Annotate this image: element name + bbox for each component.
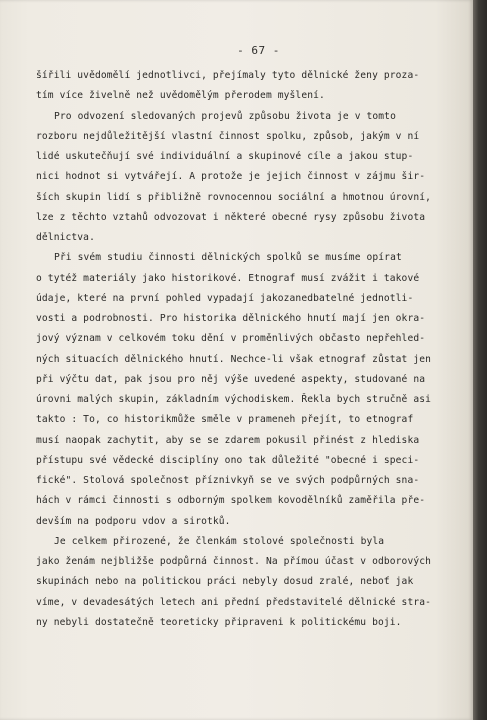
text-line: rozboru nejdůležitější vlastní činnost spolku, způsob, jakým v ní [36, 130, 420, 142]
text-line: skupinách nebo na politickou práci nebyly dosud zralé, neboť jak [36, 576, 414, 588]
text-line: o tytéž materiály jako historikové. Etnograf musí zvážit i takové [36, 272, 420, 284]
text-line: ny nebyli dostatečně teoreticky připraveni k politickému boji. [36, 616, 402, 628]
text-line: šířili uvědomělí jednotlivci, přejímaly tyto dělnické ženy proza- [36, 70, 420, 81]
text-line: ších skupin lidí s přibližně rovnocennou sociální a hmotnou úrovní, [36, 191, 432, 203]
text-line: Při svém studiu činnosti dělnických spolků se musíme opírat [54, 252, 402, 264]
paragraph-4 [36, 532, 436, 633]
text-line: lidé uskutečňují své individuální a skupinové cíle a jakou stup- [36, 151, 414, 162]
text-line: hách v rámci činnosti s odborným spolkem kovodělníků zaměřila pře- [36, 495, 426, 507]
page-number: - 67 - [237, 44, 280, 57]
text-line: devším na podporu vdov a sirotků. [36, 515, 231, 527]
paragraph-1 [36, 66, 436, 107]
text-line: dělnictva. [36, 232, 95, 243]
text-line: přístupu své vědecké disciplíny ono tak důležité "obecné i speci- [36, 454, 420, 466]
text-line: lze z těchto vztahů odvozovat i některé obecné rysy způsobu života [36, 211, 426, 223]
text-line: tím více živelně než uvědomělým přerodem myšlení. [36, 90, 325, 102]
text-line: při výčtu dat, pak jsou pro něj výše uvedené aspekty, studované na [36, 373, 426, 385]
text-line: ných situacích dělnického hnutí. Nechce-li však etnograf zůstat jen [36, 353, 432, 365]
text-line: musí naopak zachytit, aby se se zdarem pokusil přinést z hlediska [36, 434, 420, 446]
text-line: Je celkem přirozené, že členkám stolové společnosti byla [54, 535, 385, 547]
text-line: Pro odvození sledovaných projevů způsobu života je v tomto [54, 110, 396, 122]
text-line: jako ženám nejbližše podpůrná činnost. Na přímou účast v odborových [36, 556, 432, 567]
book-spine [473, 0, 487, 720]
paragraph-3 [36, 248, 436, 532]
body-text [36, 66, 436, 633]
text-line: fické". Stolová společnost příznivkyň se ve svých podpůrných sna- [36, 475, 420, 486]
text-line: takto : To, co historikmůže směle v prameneh přejít, to etnograf [36, 414, 414, 426]
text-line: nici hodnot si vytvářejí. A protože je jejich činnost v zájmu šir- [36, 171, 426, 183]
text-line: víme, v devadesátých letech ani přední představitelé dělnické stra- [36, 596, 432, 608]
text-line: jový význam v celkovém toku dění v proměnlivých občasto nepřehled- [36, 333, 426, 345]
paragraph-2 [36, 107, 436, 249]
text-line: vosti a podrobnosti. Pro historika dělnického hnutí mají jen okra- [36, 313, 426, 324]
text-line: úrovni malých skupin, základním východiskem. Řekla bych stručně asi [36, 394, 432, 405]
text-line: údaje, které na první pohled vypadají jakozanedbatelné jednotli- [36, 292, 414, 304]
